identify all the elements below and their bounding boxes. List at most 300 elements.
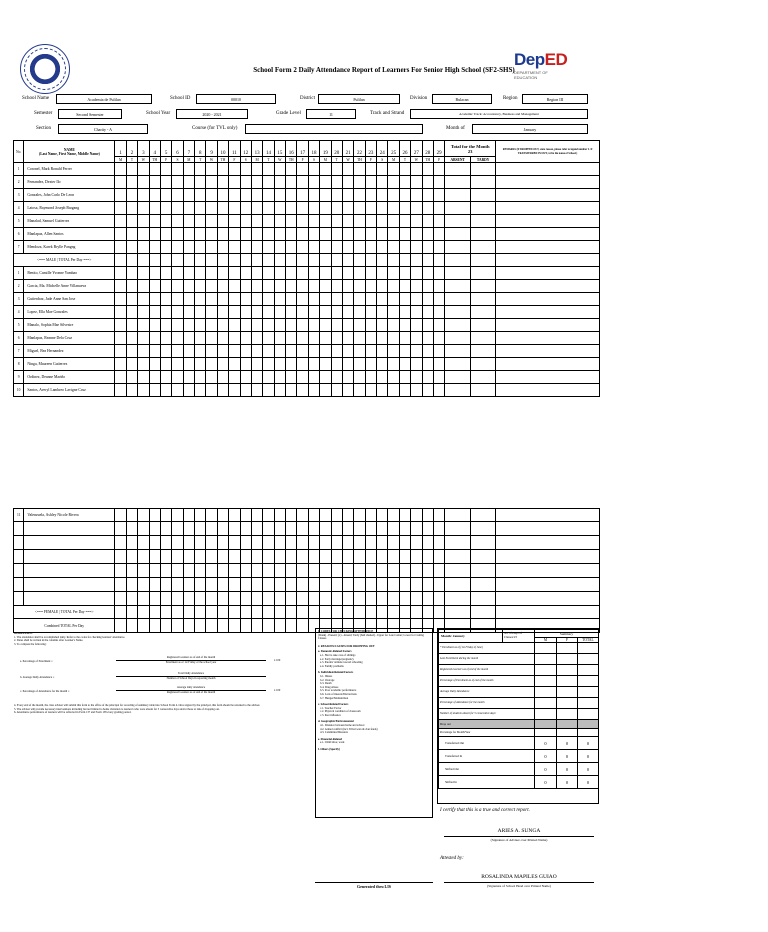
attendance-cell[interactable] bbox=[149, 176, 160, 189]
remarks-cell[interactable] bbox=[496, 163, 600, 176]
attendance-cell[interactable] bbox=[138, 509, 149, 522]
attendance-cell[interactable] bbox=[263, 371, 274, 384]
attendance-cell[interactable] bbox=[308, 293, 319, 306]
attendance-cell[interactable] bbox=[183, 189, 194, 202]
attendance-cell[interactable] bbox=[115, 293, 126, 306]
attendance-cell[interactable] bbox=[365, 202, 376, 215]
attendance-cell[interactable] bbox=[195, 306, 206, 319]
attendance-cell[interactable] bbox=[126, 215, 137, 228]
attendance-cell[interactable] bbox=[331, 371, 342, 384]
attendance-cell[interactable] bbox=[433, 241, 444, 254]
attendance-cell[interactable] bbox=[217, 202, 228, 215]
attendance-cell[interactable] bbox=[160, 189, 171, 202]
attendance-cell[interactable] bbox=[354, 332, 365, 345]
attendance-cell[interactable] bbox=[172, 319, 183, 332]
attendance-cell[interactable] bbox=[354, 228, 365, 241]
attendance-cell[interactable] bbox=[411, 345, 422, 358]
attendance-cell[interactable] bbox=[365, 306, 376, 319]
attendance-cell[interactable] bbox=[297, 358, 308, 371]
attendance-cell[interactable] bbox=[399, 202, 410, 215]
attendance-cell[interactable] bbox=[263, 345, 274, 358]
attendance-cell[interactable] bbox=[320, 384, 331, 397]
attendance-cell[interactable] bbox=[126, 358, 137, 371]
attendance-cell[interactable] bbox=[422, 163, 433, 176]
attendance-cell[interactable] bbox=[149, 189, 160, 202]
attendance-cell[interactable] bbox=[388, 215, 399, 228]
attendance-cell[interactable] bbox=[411, 371, 422, 384]
attendance-cell[interactable] bbox=[342, 280, 353, 293]
attendance-cell[interactable] bbox=[399, 332, 410, 345]
attendance-cell[interactable] bbox=[274, 228, 285, 241]
attendance-cell[interactable] bbox=[433, 319, 444, 332]
attendance-cell[interactable] bbox=[308, 163, 319, 176]
attendance-cell[interactable] bbox=[354, 189, 365, 202]
attendance-cell[interactable] bbox=[251, 189, 262, 202]
attendance-cell[interactable] bbox=[331, 306, 342, 319]
attendance-cell[interactable] bbox=[354, 319, 365, 332]
attendance-cell[interactable] bbox=[240, 241, 251, 254]
attendance-cell[interactable] bbox=[251, 358, 262, 371]
attendance-cell[interactable] bbox=[229, 293, 240, 306]
attendance-cell[interactable] bbox=[354, 176, 365, 189]
attendance-cell[interactable] bbox=[286, 319, 297, 332]
attendance-cell[interactable] bbox=[377, 332, 388, 345]
remarks-cell[interactable] bbox=[496, 176, 600, 189]
attendance-cell[interactable] bbox=[160, 241, 171, 254]
attendance-cell[interactable] bbox=[183, 384, 194, 397]
attendance-cell[interactable] bbox=[320, 358, 331, 371]
attendance-cell[interactable] bbox=[286, 509, 297, 522]
attendance-cell[interactable] bbox=[263, 332, 274, 345]
month-field[interactable]: January bbox=[472, 124, 588, 134]
attendance-cell[interactable] bbox=[240, 202, 251, 215]
attendance-cell[interactable] bbox=[115, 241, 126, 254]
attendance-cell[interactable] bbox=[263, 509, 274, 522]
attendance-cell[interactable] bbox=[240, 228, 251, 241]
attendance-cell[interactable] bbox=[320, 176, 331, 189]
attendance-cell[interactable] bbox=[206, 306, 217, 319]
attendance-cell[interactable] bbox=[433, 176, 444, 189]
attendance-cell[interactable] bbox=[308, 267, 319, 280]
attendance-cell[interactable] bbox=[286, 176, 297, 189]
attendance-cell[interactable] bbox=[388, 228, 399, 241]
attendance-cell[interactable] bbox=[240, 332, 251, 345]
attendance-cell[interactable] bbox=[377, 345, 388, 358]
attendance-cell[interactable] bbox=[342, 176, 353, 189]
attendance-cell[interactable] bbox=[399, 189, 410, 202]
attendance-cell[interactable] bbox=[411, 267, 422, 280]
attendance-cell[interactable] bbox=[160, 358, 171, 371]
attendance-cell[interactable] bbox=[183, 202, 194, 215]
attendance-cell[interactable] bbox=[229, 189, 240, 202]
attendance-cell[interactable] bbox=[331, 176, 342, 189]
attendance-cell[interactable] bbox=[297, 267, 308, 280]
attendance-cell[interactable] bbox=[422, 267, 433, 280]
attendance-cell[interactable] bbox=[160, 267, 171, 280]
attendance-cell[interactable] bbox=[342, 345, 353, 358]
attendance-cell[interactable] bbox=[388, 384, 399, 397]
attendance-cell[interactable] bbox=[160, 332, 171, 345]
attendance-cell[interactable] bbox=[433, 306, 444, 319]
attendance-cell[interactable] bbox=[149, 215, 160, 228]
attendance-cell[interactable] bbox=[195, 319, 206, 332]
attendance-cell[interactable] bbox=[297, 332, 308, 345]
attendance-cell[interactable] bbox=[297, 176, 308, 189]
attendance-cell[interactable] bbox=[229, 202, 240, 215]
attendance-cell[interactable] bbox=[206, 189, 217, 202]
attendance-cell[interactable] bbox=[217, 371, 228, 384]
attendance-cell[interactable] bbox=[217, 509, 228, 522]
remarks-cell[interactable] bbox=[496, 202, 600, 215]
attendance-cell[interactable] bbox=[433, 215, 444, 228]
attendance-cell[interactable] bbox=[172, 163, 183, 176]
attendance-cell[interactable] bbox=[286, 332, 297, 345]
attendance-cell[interactable] bbox=[377, 215, 388, 228]
attendance-cell[interactable] bbox=[388, 176, 399, 189]
attendance-cell[interactable] bbox=[377, 163, 388, 176]
attendance-cell[interactable] bbox=[286, 280, 297, 293]
school-name-field[interactable]: Academia de Pulilan bbox=[56, 94, 152, 104]
attendance-cell[interactable] bbox=[377, 189, 388, 202]
attendance-cell[interactable] bbox=[365, 384, 376, 397]
attendance-cell[interactable] bbox=[217, 384, 228, 397]
attendance-cell[interactable] bbox=[251, 509, 262, 522]
attendance-cell[interactable] bbox=[138, 293, 149, 306]
attendance-cell[interactable] bbox=[149, 384, 160, 397]
attendance-cell[interactable] bbox=[138, 332, 149, 345]
attendance-cell[interactable] bbox=[411, 228, 422, 241]
attendance-cell[interactable] bbox=[399, 293, 410, 306]
attendance-cell[interactable] bbox=[115, 228, 126, 241]
attendance-cell[interactable] bbox=[331, 189, 342, 202]
grade-level-field[interactable]: 11 bbox=[306, 109, 356, 119]
attendance-cell[interactable] bbox=[388, 332, 399, 345]
attendance-cell[interactable] bbox=[342, 371, 353, 384]
attendance-cell[interactable] bbox=[217, 332, 228, 345]
attendance-cell[interactable] bbox=[229, 358, 240, 371]
attendance-cell[interactable] bbox=[240, 319, 251, 332]
attendance-cell[interactable] bbox=[263, 202, 274, 215]
attendance-cell[interactable] bbox=[365, 280, 376, 293]
attendance-cell[interactable] bbox=[172, 176, 183, 189]
attendance-cell[interactable] bbox=[411, 241, 422, 254]
attendance-cell[interactable] bbox=[263, 280, 274, 293]
attendance-cell[interactable] bbox=[195, 371, 206, 384]
attendance-cell[interactable] bbox=[286, 384, 297, 397]
attendance-cell[interactable] bbox=[274, 332, 285, 345]
attendance-cell[interactable] bbox=[183, 306, 194, 319]
attendance-cell[interactable] bbox=[399, 345, 410, 358]
remarks-cell[interactable] bbox=[496, 509, 600, 522]
school-year-field[interactable]: 2020 - 2021 bbox=[176, 109, 248, 119]
attendance-cell[interactable] bbox=[206, 202, 217, 215]
attendance-cell[interactable] bbox=[320, 228, 331, 241]
attendance-cell[interactable] bbox=[320, 345, 331, 358]
attendance-cell[interactable] bbox=[183, 163, 194, 176]
attendance-cell[interactable] bbox=[138, 280, 149, 293]
attendance-cell[interactable] bbox=[126, 306, 137, 319]
attendance-cell[interactable] bbox=[251, 280, 262, 293]
attendance-cell[interactable] bbox=[308, 306, 319, 319]
attendance-cell[interactable] bbox=[411, 332, 422, 345]
attendance-cell[interactable] bbox=[138, 319, 149, 332]
attendance-cell[interactable] bbox=[240, 306, 251, 319]
attendance-cell[interactable] bbox=[195, 228, 206, 241]
attendance-cell[interactable] bbox=[217, 319, 228, 332]
attendance-cell[interactable] bbox=[331, 280, 342, 293]
attendance-cell[interactable] bbox=[399, 163, 410, 176]
attendance-cell[interactable] bbox=[399, 384, 410, 397]
attendance-cell[interactable] bbox=[195, 345, 206, 358]
attendance-cell[interactable] bbox=[149, 241, 160, 254]
attendance-cell[interactable] bbox=[263, 293, 274, 306]
attendance-cell[interactable] bbox=[388, 293, 399, 306]
attendance-cell[interactable] bbox=[172, 189, 183, 202]
attendance-cell[interactable] bbox=[354, 358, 365, 371]
attendance-cell[interactable] bbox=[206, 163, 217, 176]
attendance-cell[interactable] bbox=[320, 280, 331, 293]
attendance-cell[interactable] bbox=[377, 306, 388, 319]
attendance-cell[interactable] bbox=[365, 332, 376, 345]
attendance-cell[interactable] bbox=[217, 293, 228, 306]
attendance-cell[interactable] bbox=[354, 293, 365, 306]
attendance-cell[interactable] bbox=[195, 509, 206, 522]
attendance-cell[interactable] bbox=[388, 267, 399, 280]
attendance-cell[interactable] bbox=[217, 189, 228, 202]
attendance-cell[interactable] bbox=[320, 293, 331, 306]
attendance-cell[interactable] bbox=[422, 202, 433, 215]
attendance-cell[interactable] bbox=[138, 202, 149, 215]
attendance-cell[interactable] bbox=[274, 202, 285, 215]
attendance-cell[interactable] bbox=[183, 509, 194, 522]
attendance-cell[interactable] bbox=[422, 509, 433, 522]
attendance-cell[interactable] bbox=[126, 332, 137, 345]
attendance-cell[interactable] bbox=[195, 215, 206, 228]
attendance-cell[interactable] bbox=[388, 345, 399, 358]
attendance-cell[interactable] bbox=[422, 371, 433, 384]
attendance-cell[interactable] bbox=[354, 509, 365, 522]
attendance-cell[interactable] bbox=[308, 345, 319, 358]
attendance-cell[interactable] bbox=[365, 241, 376, 254]
attendance-cell[interactable] bbox=[274, 358, 285, 371]
attendance-cell[interactable] bbox=[172, 509, 183, 522]
attendance-cell[interactable] bbox=[251, 371, 262, 384]
attendance-cell[interactable] bbox=[377, 371, 388, 384]
attendance-cell[interactable] bbox=[251, 215, 262, 228]
attendance-cell[interactable] bbox=[126, 189, 137, 202]
attendance-cell[interactable] bbox=[183, 228, 194, 241]
attendance-cell[interactable] bbox=[365, 215, 376, 228]
attendance-cell[interactable] bbox=[206, 509, 217, 522]
attendance-cell[interactable] bbox=[377, 358, 388, 371]
attendance-cell[interactable] bbox=[126, 293, 137, 306]
attendance-cell[interactable] bbox=[399, 215, 410, 228]
attendance-cell[interactable] bbox=[297, 371, 308, 384]
attendance-cell[interactable] bbox=[297, 163, 308, 176]
attendance-cell[interactable] bbox=[433, 332, 444, 345]
attendance-cell[interactable] bbox=[240, 189, 251, 202]
attendance-cell[interactable] bbox=[377, 319, 388, 332]
attendance-cell[interactable] bbox=[149, 358, 160, 371]
attendance-cell[interactable] bbox=[251, 241, 262, 254]
attendance-cell[interactable] bbox=[240, 358, 251, 371]
district-field[interactable]: Pulilan bbox=[318, 94, 400, 104]
attendance-cell[interactable] bbox=[308, 176, 319, 189]
attendance-cell[interactable] bbox=[263, 215, 274, 228]
attendance-cell[interactable] bbox=[149, 228, 160, 241]
attendance-cell[interactable] bbox=[217, 306, 228, 319]
attendance-cell[interactable] bbox=[342, 319, 353, 332]
attendance-cell[interactable] bbox=[172, 358, 183, 371]
attendance-cell[interactable] bbox=[138, 215, 149, 228]
attendance-cell[interactable] bbox=[240, 267, 251, 280]
attendance-cell[interactable] bbox=[422, 280, 433, 293]
attendance-cell[interactable] bbox=[206, 215, 217, 228]
attendance-cell[interactable] bbox=[388, 202, 399, 215]
attendance-cell[interactable] bbox=[297, 345, 308, 358]
attendance-cell[interactable] bbox=[206, 371, 217, 384]
attendance-cell[interactable] bbox=[229, 509, 240, 522]
attendance-cell[interactable] bbox=[138, 189, 149, 202]
attendance-cell[interactable] bbox=[433, 358, 444, 371]
attendance-cell[interactable] bbox=[263, 189, 274, 202]
attendance-cell[interactable] bbox=[217, 358, 228, 371]
attendance-cell[interactable] bbox=[240, 215, 251, 228]
attendance-cell[interactable] bbox=[433, 280, 444, 293]
attendance-cell[interactable] bbox=[251, 228, 262, 241]
attendance-cell[interactable] bbox=[183, 241, 194, 254]
attendance-cell[interactable] bbox=[422, 293, 433, 306]
attendance-cell[interactable] bbox=[172, 215, 183, 228]
attendance-cell[interactable] bbox=[365, 189, 376, 202]
remarks-cell[interactable] bbox=[496, 358, 600, 371]
attendance-cell[interactable] bbox=[308, 215, 319, 228]
attendance-cell[interactable] bbox=[365, 163, 376, 176]
attendance-cell[interactable] bbox=[183, 176, 194, 189]
attendance-cell[interactable] bbox=[388, 241, 399, 254]
attendance-cell[interactable] bbox=[240, 371, 251, 384]
attendance-cell[interactable] bbox=[274, 241, 285, 254]
attendance-cell[interactable] bbox=[263, 163, 274, 176]
attendance-cell[interactable] bbox=[411, 306, 422, 319]
attendance-cell[interactable] bbox=[422, 384, 433, 397]
attendance-cell[interactable] bbox=[160, 176, 171, 189]
attendance-cell[interactable] bbox=[115, 371, 126, 384]
attendance-cell[interactable] bbox=[251, 267, 262, 280]
attendance-cell[interactable] bbox=[342, 332, 353, 345]
school-id-field[interactable]: 00010 bbox=[196, 94, 276, 104]
attendance-cell[interactable] bbox=[331, 241, 342, 254]
attendance-cell[interactable] bbox=[422, 319, 433, 332]
semester-field[interactable]: Second Semester bbox=[58, 109, 122, 119]
attendance-cell[interactable] bbox=[422, 332, 433, 345]
attendance-cell[interactable] bbox=[149, 319, 160, 332]
attendance-cell[interactable] bbox=[172, 371, 183, 384]
attendance-cell[interactable] bbox=[138, 358, 149, 371]
attendance-cell[interactable] bbox=[217, 176, 228, 189]
attendance-cell[interactable] bbox=[263, 358, 274, 371]
attendance-cell[interactable] bbox=[149, 280, 160, 293]
attendance-cell[interactable] bbox=[331, 345, 342, 358]
attendance-cell[interactable] bbox=[206, 332, 217, 345]
attendance-cell[interactable] bbox=[274, 176, 285, 189]
attendance-cell[interactable] bbox=[433, 293, 444, 306]
attendance-cell[interactable] bbox=[308, 202, 319, 215]
attendance-cell[interactable] bbox=[138, 267, 149, 280]
attendance-cell[interactable] bbox=[365, 228, 376, 241]
attendance-cell[interactable] bbox=[183, 358, 194, 371]
attendance-cell[interactable] bbox=[297, 509, 308, 522]
attendance-cell[interactable] bbox=[217, 345, 228, 358]
attendance-cell[interactable] bbox=[195, 293, 206, 306]
attendance-cell[interactable] bbox=[399, 319, 410, 332]
attendance-cell[interactable] bbox=[320, 509, 331, 522]
attendance-cell[interactable] bbox=[263, 241, 274, 254]
attendance-cell[interactable] bbox=[206, 293, 217, 306]
attendance-cell[interactable] bbox=[331, 319, 342, 332]
attendance-cell[interactable] bbox=[206, 241, 217, 254]
attendance-cell[interactable] bbox=[115, 189, 126, 202]
attendance-cell[interactable] bbox=[195, 280, 206, 293]
attendance-cell[interactable] bbox=[331, 384, 342, 397]
attendance-cell[interactable] bbox=[377, 176, 388, 189]
attendance-cell[interactable] bbox=[172, 384, 183, 397]
attendance-cell[interactable] bbox=[377, 241, 388, 254]
remarks-cell[interactable] bbox=[496, 345, 600, 358]
remarks-cell[interactable] bbox=[496, 293, 600, 306]
attendance-cell[interactable] bbox=[195, 241, 206, 254]
attendance-cell[interactable] bbox=[377, 509, 388, 522]
attendance-cell[interactable] bbox=[229, 371, 240, 384]
attendance-cell[interactable] bbox=[160, 371, 171, 384]
attendance-cell[interactable] bbox=[365, 371, 376, 384]
attendance-cell[interactable] bbox=[160, 345, 171, 358]
attendance-cell[interactable] bbox=[263, 319, 274, 332]
attendance-cell[interactable] bbox=[297, 280, 308, 293]
attendance-cell[interactable] bbox=[411, 280, 422, 293]
attendance-cell[interactable] bbox=[354, 280, 365, 293]
remarks-cell[interactable] bbox=[496, 189, 600, 202]
attendance-cell[interactable] bbox=[149, 371, 160, 384]
attendance-cell[interactable] bbox=[195, 267, 206, 280]
attendance-cell[interactable] bbox=[160, 509, 171, 522]
attendance-cell[interactable] bbox=[399, 306, 410, 319]
attendance-cell[interactable] bbox=[331, 293, 342, 306]
attendance-cell[interactable] bbox=[297, 189, 308, 202]
attendance-cell[interactable] bbox=[138, 241, 149, 254]
remarks-cell[interactable] bbox=[496, 241, 600, 254]
attendance-cell[interactable] bbox=[115, 306, 126, 319]
attendance-cell[interactable] bbox=[274, 163, 285, 176]
attendance-cell[interactable] bbox=[251, 176, 262, 189]
attendance-cell[interactable] bbox=[399, 371, 410, 384]
attendance-cell[interactable] bbox=[115, 358, 126, 371]
attendance-cell[interactable] bbox=[320, 267, 331, 280]
attendance-cell[interactable] bbox=[274, 509, 285, 522]
attendance-cell[interactable] bbox=[274, 306, 285, 319]
attendance-cell[interactable] bbox=[286, 371, 297, 384]
attendance-cell[interactable] bbox=[115, 319, 126, 332]
attendance-cell[interactable] bbox=[433, 384, 444, 397]
attendance-cell[interactable] bbox=[331, 202, 342, 215]
attendance-cell[interactable] bbox=[217, 280, 228, 293]
attendance-cell[interactable] bbox=[172, 241, 183, 254]
attendance-cell[interactable] bbox=[251, 319, 262, 332]
attendance-cell[interactable] bbox=[263, 176, 274, 189]
attendance-cell[interactable] bbox=[433, 228, 444, 241]
attendance-cell[interactable] bbox=[229, 306, 240, 319]
attendance-cell[interactable] bbox=[229, 176, 240, 189]
